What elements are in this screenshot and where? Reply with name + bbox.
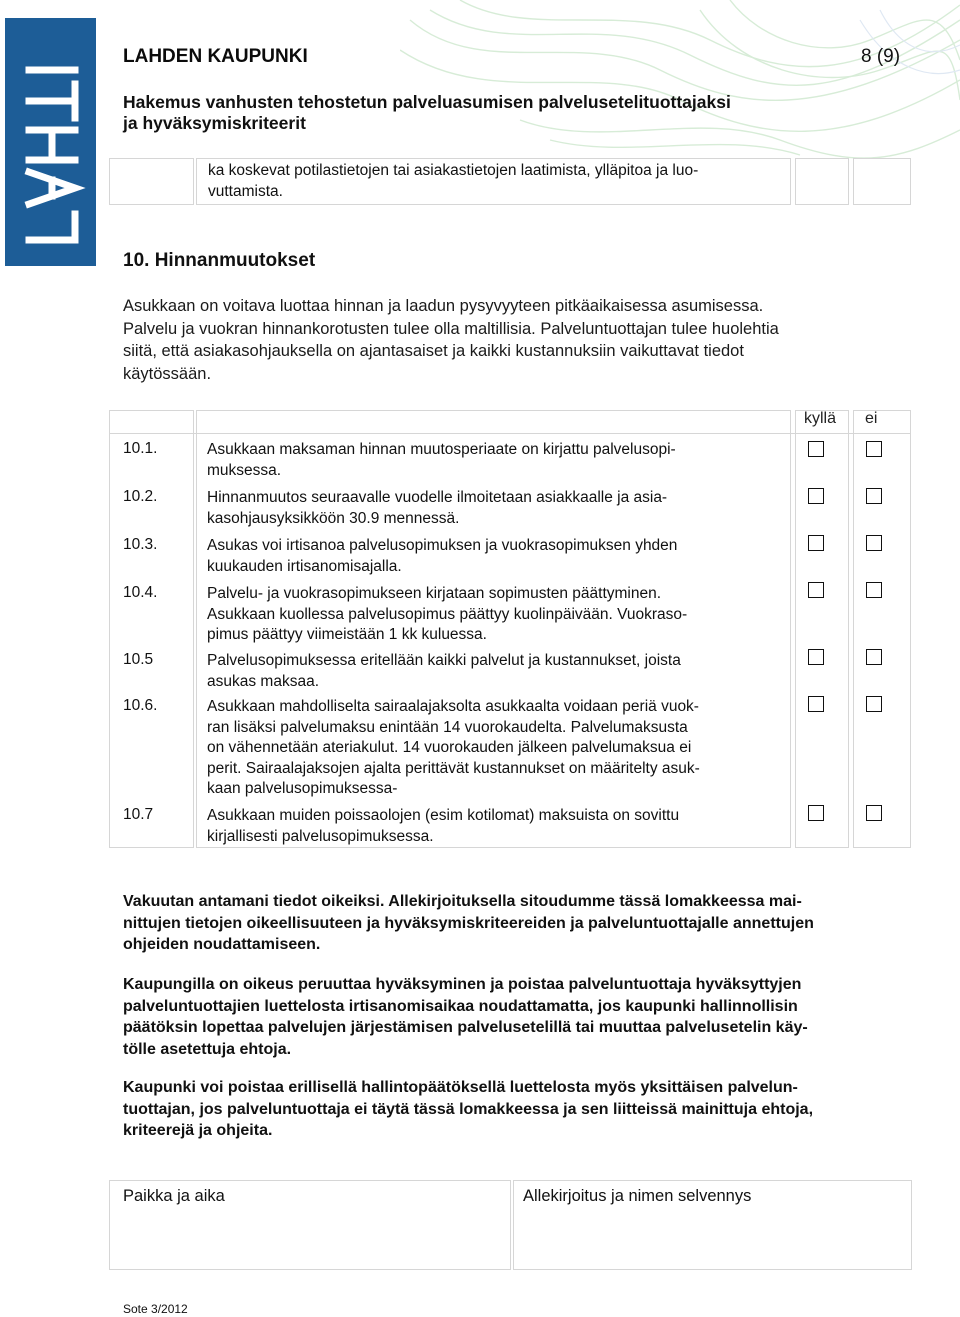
criterion-line: Palvelusopimuksessa eritellään kaikki palvelut ja kustannukset, joista <box>207 652 681 669</box>
criterion-line: perit. Sairaalajaksojen ajalta perittävät kustannukset on määritelty asuk- <box>207 759 700 777</box>
table-cell <box>109 158 194 205</box>
declaration-line: palveluntuottajien luettelosta irtisanomisaikaa noudattamatta, jos kaupunki hallinnollisin <box>123 997 798 1015</box>
section-heading: 10. Hinnanmuutokset <box>123 250 316 271</box>
criterion-text <box>207 440 792 481</box>
footer-code: Sote 3/2012 <box>123 1302 188 1316</box>
checkbox-yes[interactable] <box>808 696 824 712</box>
carryover-line: vuttamista. <box>208 183 283 200</box>
criterion-line: Asukkaan muiden poissaolojen (esim kotilomat) maksuista on sovittu <box>207 807 680 824</box>
table-cell <box>795 158 849 205</box>
lahti-logo-mark <box>5 18 96 266</box>
page-number: 8 (9) <box>861 46 901 67</box>
table-cell <box>853 158 911 205</box>
criterion-line: asukas maksaa. <box>207 672 319 690</box>
criterion-line: Asukkaan kuollessa palvelusopimus päättyy kuolinpäivään. Vuokraso- <box>207 605 688 623</box>
declaration-line: ohjeiden noudattamiseen. <box>123 936 321 953</box>
criterion-line: kuukauden irtisanomisajalla. <box>207 557 402 575</box>
carryover-text <box>208 160 788 202</box>
lahti-logo <box>5 18 96 266</box>
declaration-line: kriteerejä ja ohjeita. <box>123 1122 273 1139</box>
column-header-yes: kyllä <box>804 410 837 427</box>
decorative-lines <box>400 0 960 160</box>
criterion-line: kirjallisesti palvelusopimuksessa. <box>207 827 434 845</box>
criterion-line: Palvelu- ja vuokrasopimukseen kirjataan sopimusten päättyminen. <box>207 585 662 602</box>
document-title <box>123 92 823 134</box>
criterion-number: 10.7 <box>123 806 154 823</box>
criterion-text <box>207 536 792 577</box>
criterion-line: ran lisäksi palvelumaksu enintään 14 vuorokaudelta. Palvelumaksusta <box>207 718 688 736</box>
checkbox-yes[interactable] <box>808 649 824 665</box>
declaration-line: Vakuutan antamani tiedot oikeiksi. Allekirjoituksella sitoudumme tässä lomakkeessa mai- <box>123 893 802 910</box>
criterion-text <box>207 806 792 847</box>
criterion-number: 10.3. <box>123 536 158 553</box>
checkbox-yes[interactable] <box>808 488 824 504</box>
declaration-line: tölle asetettuja ehtoja. <box>123 1040 292 1058</box>
criterion-number: 10.6. <box>123 697 158 714</box>
paragraph-line: Asukkaan on voitava luottaa hinnan ja laadun pysyvyyteen pitkäaikaisessa asumisessa. <box>123 297 764 315</box>
criterion-line: on vähennetään ateriakulut. 14 vuorokauden jälkeen palvelumaksua ei <box>207 739 692 756</box>
paragraph-line: Palvelu ja vuokran hinnankorotusten tulee olla maltillisia. Palveluntuottajan tulee huolehtia <box>123 319 779 338</box>
carryover-line: ka koskevat potilastietojen tai asiakastietojen laatimista, ylläpitoa ja luo- <box>208 162 699 179</box>
place-date-label: Paikka ja aika <box>123 1187 225 1205</box>
declaration-line: Kaupunki voi poistaa erillisellä hallintopäätöksellä luettelosta myös yksittäisen palvelun- <box>123 1079 798 1096</box>
criterion-number: 10.4. <box>123 584 158 601</box>
declaration-line: päätöksin lopettaa palvelujen järjestämisen palvelusetelillä tai muuttaa palvelusetelin käy- <box>123 1019 808 1036</box>
table-column-yes <box>795 410 849 848</box>
checkbox-no[interactable] <box>866 535 882 551</box>
checkbox-no[interactable] <box>866 696 882 712</box>
checkbox-no[interactable] <box>866 805 882 821</box>
checkbox-yes[interactable] <box>808 441 824 457</box>
document-title-line: Hakemus vanhusten tehostetun palveluasumisen palvelusetelituottajaksi <box>123 92 731 112</box>
criterion-line: Hinnanmuutos seuraavalle vuodelle ilmoitetaan asiakkaalle ja asia- <box>207 489 668 506</box>
table-header-divider <box>109 433 911 434</box>
column-header-no: ei <box>865 410 878 427</box>
criterion-line: muksessa. <box>207 461 282 479</box>
criterion-number: 10.1. <box>123 440 158 457</box>
declaration-line: nittujen tietojen oikeellisuuteen ja hyväksymiskriteereiden ja palveluntuottajalle annettujen <box>123 914 814 932</box>
criterion-line: Asukkaan mahdolliselta sairaalajaksolta asukkaalta voidaan periä vuok- <box>207 698 699 715</box>
checkbox-yes[interactable] <box>808 582 824 598</box>
criterion-text <box>207 488 792 529</box>
criterion-number: 10.2. <box>123 488 158 505</box>
criterion-line: Asukkaan maksaman hinnan muutosperiaate on kirjattu palvelusopi- <box>207 441 676 458</box>
checkbox-yes[interactable] <box>808 535 824 551</box>
document-title-line: ja hyväksymiskriteerit <box>123 113 306 133</box>
checkbox-no[interactable] <box>866 488 882 504</box>
paragraph-line: siitä, että asiakasohjauksella on ajantasaiset ja kaikki kustannuksiin vaikuttavat tiedot <box>123 342 744 360</box>
criterion-text <box>207 697 792 800</box>
criterion-line: kasohjausyksikköön 30.9 mennessä. <box>207 509 460 527</box>
table-column-no <box>853 410 911 848</box>
checkbox-yes[interactable] <box>808 805 824 821</box>
criterion-text <box>207 651 792 692</box>
criterion-line: kaan palvelusopimuksessa- <box>207 780 398 797</box>
criterion-text <box>207 584 792 646</box>
declaration-paragraph <box>123 1077 913 1142</box>
organization-name: LAHDEN KAUPUNKI <box>123 46 308 67</box>
checkbox-no[interactable] <box>866 649 882 665</box>
criterion-line: pimus päättyy viimeistään 1 kk kuluessa. <box>207 626 487 643</box>
criterion-number: 10.5 <box>123 651 154 668</box>
declaration-paragraph <box>123 974 913 1060</box>
paragraph-line: käytössään. <box>123 364 212 383</box>
section-paragraph <box>123 295 913 385</box>
table-column-number <box>109 410 194 848</box>
declaration-line: tuottajan, jos palveluntuottaja ei täytä tässä lomakkeessa ja sen liitteissä mainittuja ehtoja, <box>123 1100 814 1118</box>
declaration-paragraph <box>123 891 913 956</box>
signature-label: Allekirjoitus ja nimen selvennys <box>523 1187 752 1205</box>
criterion-line: Asukas voi irtisanoa palvelusopimuksen ja vuokrasopimuksen yhden <box>207 537 678 554</box>
checkbox-no[interactable] <box>866 582 882 598</box>
declaration-line: Kaupungilla on oikeus peruuttaa hyväksyminen ja poistaa palveluntuottaja hyväksyttyjen <box>123 976 802 993</box>
checkbox-no[interactable] <box>866 441 882 457</box>
